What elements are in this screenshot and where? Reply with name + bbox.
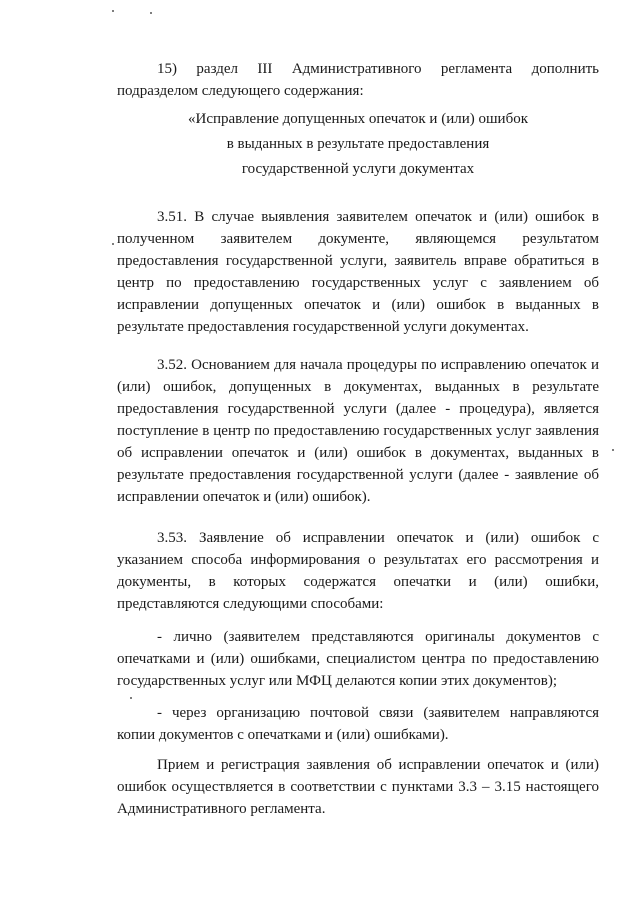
list-item-by-post: - через организацию почтовой связи (заявителем направляются копии документов с опечатками и (или) ошибками). (117, 705, 599, 743)
paragraph-3-52: 3.52. Основанием для начала процедуры по исправлению опечаток и (или) ошибок, допущенных в документах, выданных в результате предоставления государственной услуги (далее - процедура), является поступление в центр по предоставлению государственных услуг заявления об исправлении опечаток и (или) ошибок в документах, выданных в результате предоставления государственной услуги (далее - заявление об исправлении опечаток и (или) ошибок). (117, 357, 599, 505)
heading-line-3: государственной услуги документах (241, 161, 475, 177)
scan-speck (150, 12, 152, 14)
heading-line-2: в выданных в результате предоставления (226, 136, 490, 152)
intro-paragraph: 15) раздел III Административного регламента дополнить подразделом следующего содержания: (117, 61, 599, 99)
paragraph-3-51: 3.51. В случае выявления заявителем опечаток и (или) ошибок в полученном заявителем документе, являющемся результатом предоставления государственной услуги, заявитель вправе обратиться в центр по предоставлению государственных услуг с заявлением об исправлении допущенных опечаток и (или) ошибок в выданных в результате предоставления государственной услуги документах. (117, 209, 599, 335)
scan-speck (112, 10, 114, 12)
scan-speck (112, 243, 114, 245)
scan-speck (130, 697, 132, 699)
scan-speck (612, 449, 614, 451)
section-heading (117, 107, 599, 182)
final-paragraph: Прием и регистрация заявления об исправлении опечаток и (или) ошибок осуществляется в соответствии с пунктами 3.3 – 3.15 настоящего Административного регламента. (117, 757, 599, 817)
paragraph-3-53: 3.53. Заявление об исправлении опечаток и (или) ошибок с указанием способа информирования о результатах его рассмотрения и документы, в которых содержатся опечатки и (или) ошибки, представляются следующими способами: (117, 530, 599, 612)
heading-line-1: «Исправление допущенных опечаток и (или) ошибок (188, 111, 528, 127)
list-item-in-person: - лично (заявителем представляются оригиналы документов с опечатками и (или) ошибками, специалистом центра по предоставлению государственных услуг или МФЦ делаются копии этих документов); (117, 629, 599, 689)
